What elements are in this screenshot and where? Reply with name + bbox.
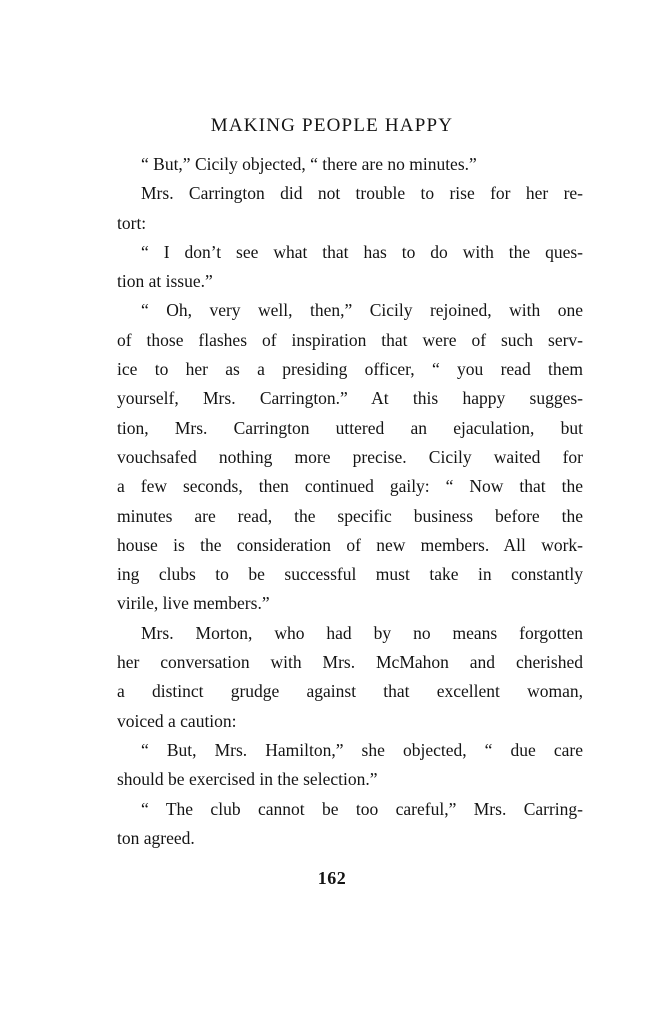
text-line: her conversation with Mrs. McMahon and cherished <box>117 652 583 673</box>
text-line: vouchsafed nothing more precise. Cicily waited for <box>117 446 583 467</box>
text-line: voiced a caution: <box>117 710 237 731</box>
text-line: a distinct grudge against that excellent woman, <box>117 681 583 702</box>
text-line: should be exercised in the selection.” <box>117 769 378 790</box>
body-text <box>117 150 583 853</box>
text-line: “ But,” Cicily objected, “ there are no minutes.” <box>141 154 477 174</box>
text-line: yourself, Mrs. Carrington.” At this happy sugges- <box>117 388 583 409</box>
text-line: ice to her as a presiding officer, “ you read them <box>117 359 583 380</box>
text-line: house is the consideration of new members. All work- <box>117 534 583 555</box>
text-line: minutes are read, the specific business before the <box>117 505 583 526</box>
text-line: “ I don’t see what that has to do with the ques- <box>141 241 583 262</box>
text-line: tion, Mrs. Carrington uttered an ejaculation, but <box>117 417 583 438</box>
text-line: a few seconds, then continued gaily: “ Now that the <box>117 476 583 497</box>
text-line: virile, live members.” <box>117 593 270 614</box>
text-line: “ But, Mrs. Hamilton,” she objected, “ due care <box>141 739 583 760</box>
text-line: “ Oh, very well, then,” Cicily rejoined, with one <box>141 300 583 321</box>
text-line: ton agreed. <box>117 827 195 848</box>
text-line: ing clubs to be successful must take in constantly <box>117 564 583 585</box>
page-number: 162 <box>317 868 347 888</box>
text-line: tort: <box>117 212 147 233</box>
text-line: Mrs. Morton, who had by no means forgotten <box>141 622 583 643</box>
text-line: Mrs. Carrington did not trouble to rise for her re- <box>141 183 583 204</box>
running-head: MAKING PEOPLE HAPPY <box>210 115 454 136</box>
text-line: tion at issue.” <box>117 271 213 292</box>
text-line: of those flashes of inspiration that were of such serv- <box>117 329 583 350</box>
text-line: “ The club cannot be too careful,” Mrs. Carring- <box>141 798 583 819</box>
